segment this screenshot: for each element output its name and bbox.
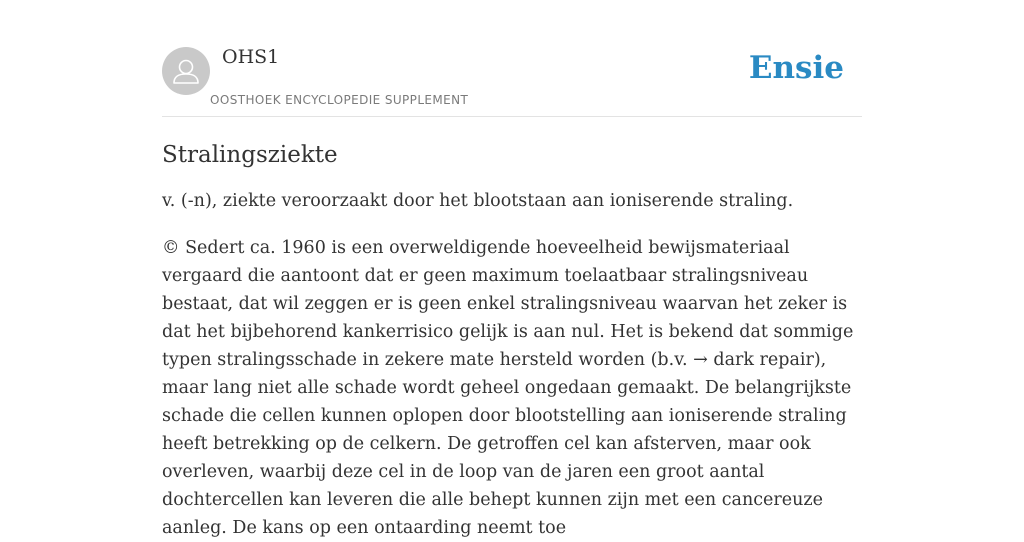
source-avatar[interactable] <box>162 47 210 95</box>
source-subtitle: OOSTHOEK ENCYCLOPEDIE SUPPLEMENT <box>210 93 469 107</box>
source-header <box>162 46 862 117</box>
article-body: © Sedert ca. 1960 is een overweldigende hoeveelheid bewijsmateriaal vergaard die aantoont dat er geen maximum toelaatbaar stralingsniveau bestaat, dat wil zeggen er is geen enkel stralingsniveau waarvan het zeker is dat het bijbehorend kankerrisico gelijk is aan nul. Het is bekend dat sommige typen stralingsschade in zekere mate hersteld worden (b.v. → dark repair), maar lang niet alle schade wordt geheel ongedaan gemaakt. De belangrijkste schade die cellen kunnen oplopen door blootstelling aan ioniserende straling heeft betrekking op de celkern. De getroffen cel kan afsterven, maar ook overleven, waarbij deze cel in de loop van de jaren een groot aantal dochtercellen kan leveren die alle behept kunnen zijn met een cancereuze aanleg. De kans op een ontaarding neemt toe <box>162 238 854 538</box>
article-definition: v. (-n), ziekte veroorzaakt door het blootstaan aan ioniserende straling. <box>162 191 794 211</box>
article <box>162 139 872 542</box>
brand-logo[interactable]: Ensie <box>748 50 844 86</box>
article-title: Stralingsziekte <box>162 142 338 168</box>
source-name[interactable]: OHS1 <box>222 46 280 68</box>
user-icon <box>162 47 210 95</box>
